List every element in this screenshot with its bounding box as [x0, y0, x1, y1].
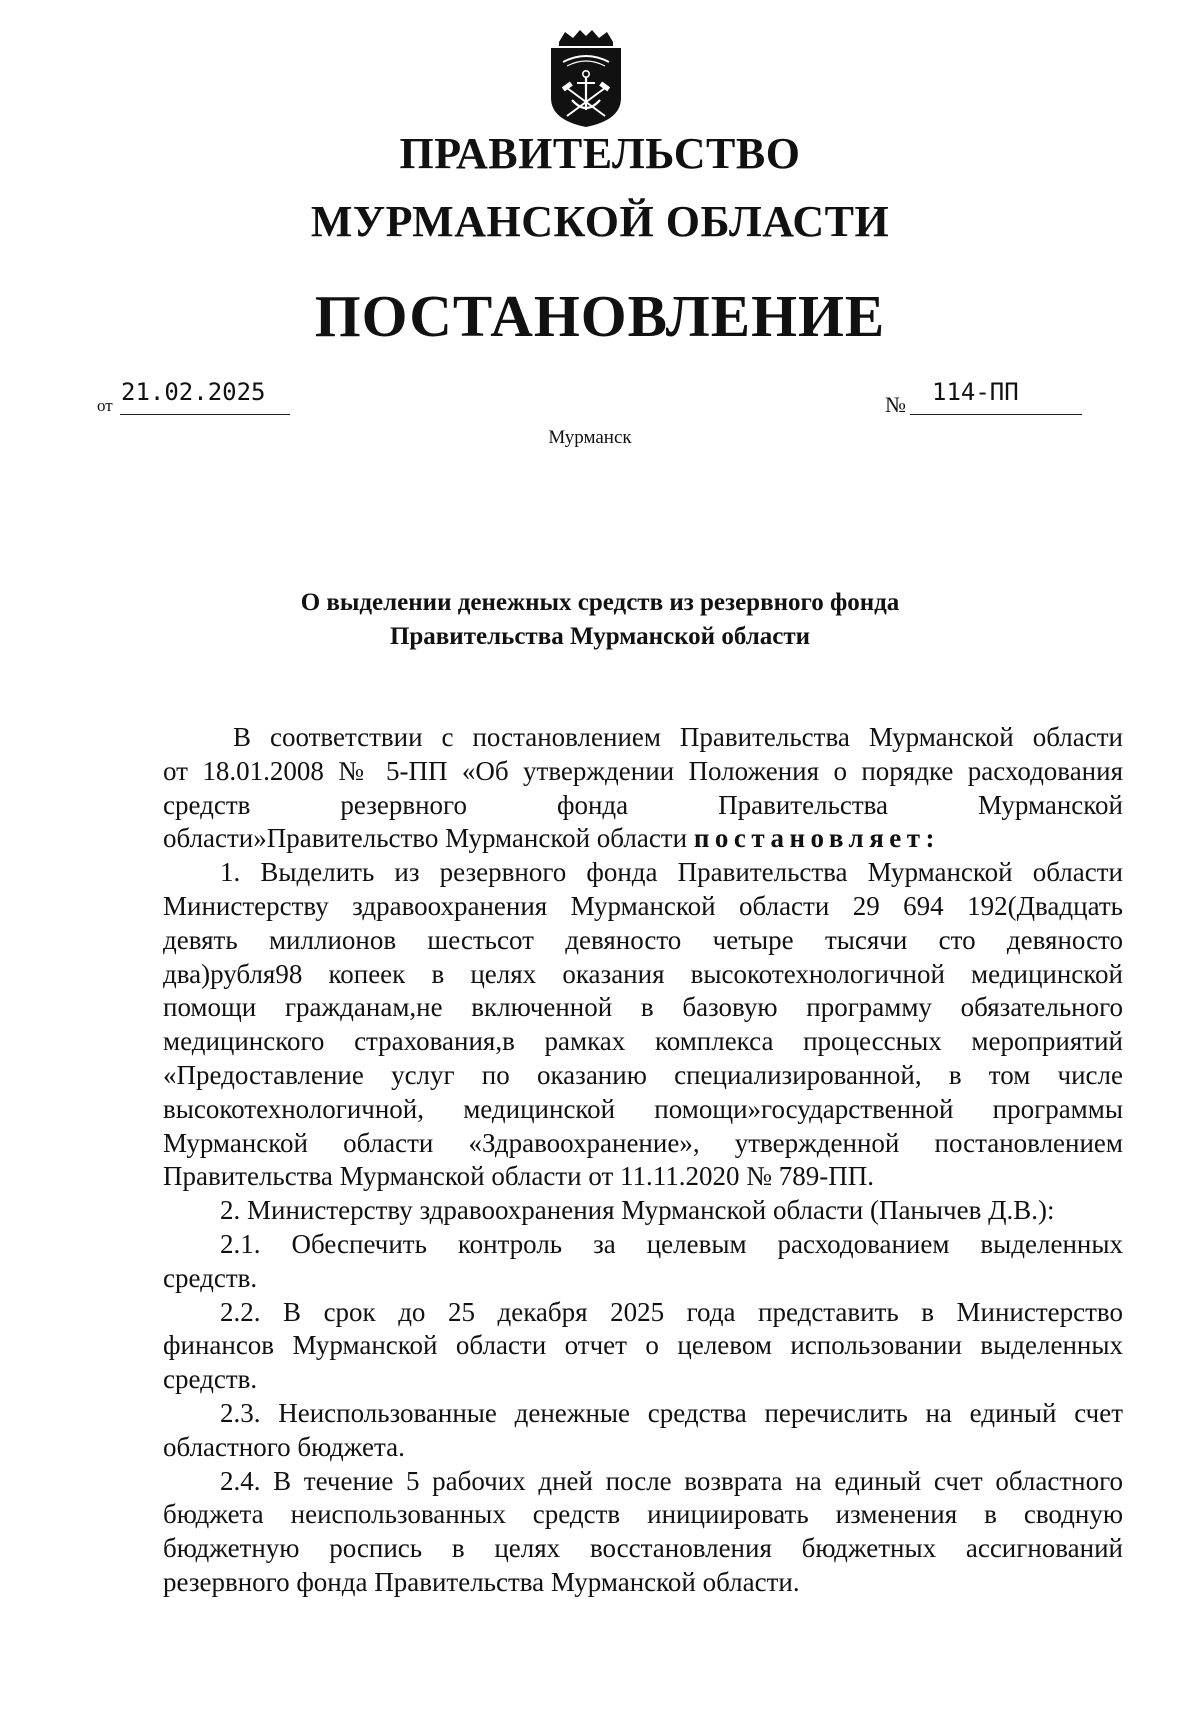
date-label: от — [97, 396, 113, 415]
document-type: ПОСТАНОВЛЕНИЕ — [314, 283, 886, 349]
body-line: девять миллионов шестьсот девяносто четыре тысячи сто девяносто — [163, 924, 1123, 955]
document-body — [163, 721, 1123, 1600]
body-line: бюджетную роспись в целях восстановления бюджетных ассигнований — [163, 1533, 1123, 1564]
body-line: В соответствии с постановлением Правительства Мурманской области — [233, 722, 1123, 752]
preamble-end: области»Правительство Мурманской области — [163, 823, 688, 854]
subject-line: О выделении денежных средств из резервного фонда — [300, 589, 900, 616]
decree-word: постановляет: — [693, 823, 941, 854]
coat-of-arms-icon — [545, 28, 627, 128]
body-line: 2.4. В течение 5 рабочих дней после возврата на единый счет областного — [220, 1465, 1123, 1496]
government-title-line1: ПРАВИТЕЛЬСТВО — [399, 129, 801, 178]
body-line: Правительства Мурманской области от 11.11.2020 № 789-ПП. — [163, 1161, 875, 1192]
city: Мурманск — [548, 427, 632, 448]
body-line: Министерству здравоохранения Мурманской области 29 694 192(Двадцать — [163, 890, 1123, 921]
body-line: резервного фонда Правительства Мурманской области. — [163, 1566, 800, 1597]
body-line: 2. Министерству здравоохранения Мурманской области (Панычев Д.В.): — [220, 1195, 1055, 1226]
body-line: областного бюджета. — [163, 1431, 405, 1462]
body-line: бюджета неиспользованных средств инициировать изменения в сводную — [163, 1499, 1123, 1530]
number-label: № — [885, 392, 906, 417]
body-line: 2.3. Неиспользованные денежные средства перечислить на единый счет — [220, 1397, 1123, 1428]
subject-line: Правительства Мурманской области — [389, 623, 811, 650]
body-line: 1. Выделить из резервного фонда Правительства Мурманской области — [220, 857, 1123, 888]
body-line: средств. — [163, 1262, 258, 1293]
body-line: финансов Мурманской области отчет о целевом использовании выделенных — [163, 1330, 1123, 1361]
body-line: медицинского страхования,в рамках комплекса процессных мероприятий — [163, 1026, 1123, 1057]
government-title-line2: МУРМАНСКОЙ ОБЛАСТИ — [310, 197, 890, 246]
body-line: 2.2. В срок до 25 декабря 2025 года представить в Министерство — [220, 1296, 1123, 1327]
body-line: высокотехнологичной, медицинской помощи»государственной программы — [163, 1093, 1123, 1124]
document-subject — [0, 586, 1200, 654]
body-line: средств. — [163, 1364, 258, 1395]
body-line: средств резервного фонда Правительства Мурманской — [163, 789, 1123, 820]
body-line: помощи гражданам,не включенной в базовую программу обязательного — [163, 992, 1123, 1023]
body-line: два)рубля98 копеек в целях оказания высокотехнологичной медицинской — [163, 958, 1123, 989]
number-underline — [910, 414, 1082, 415]
body-line: «Предоставление услуг по оказанию специализированной, в том числе — [163, 1059, 1123, 1090]
body-line: от 18.01.2008 № 5-ПП «Об утверждении Положения о порядке расходования — [163, 755, 1123, 786]
document-date: 21.02.2025 — [121, 378, 266, 406]
body-line: 2.1. Обеспечить контроль за целевым расходованием выделенных — [220, 1228, 1123, 1259]
body-line — [163, 822, 1123, 856]
body-line: Мурманской области «Здравоохранение», утвержденной постановлением — [163, 1127, 1123, 1158]
date-underline — [120, 414, 290, 415]
document-number: 114-ПП — [932, 378, 1019, 406]
